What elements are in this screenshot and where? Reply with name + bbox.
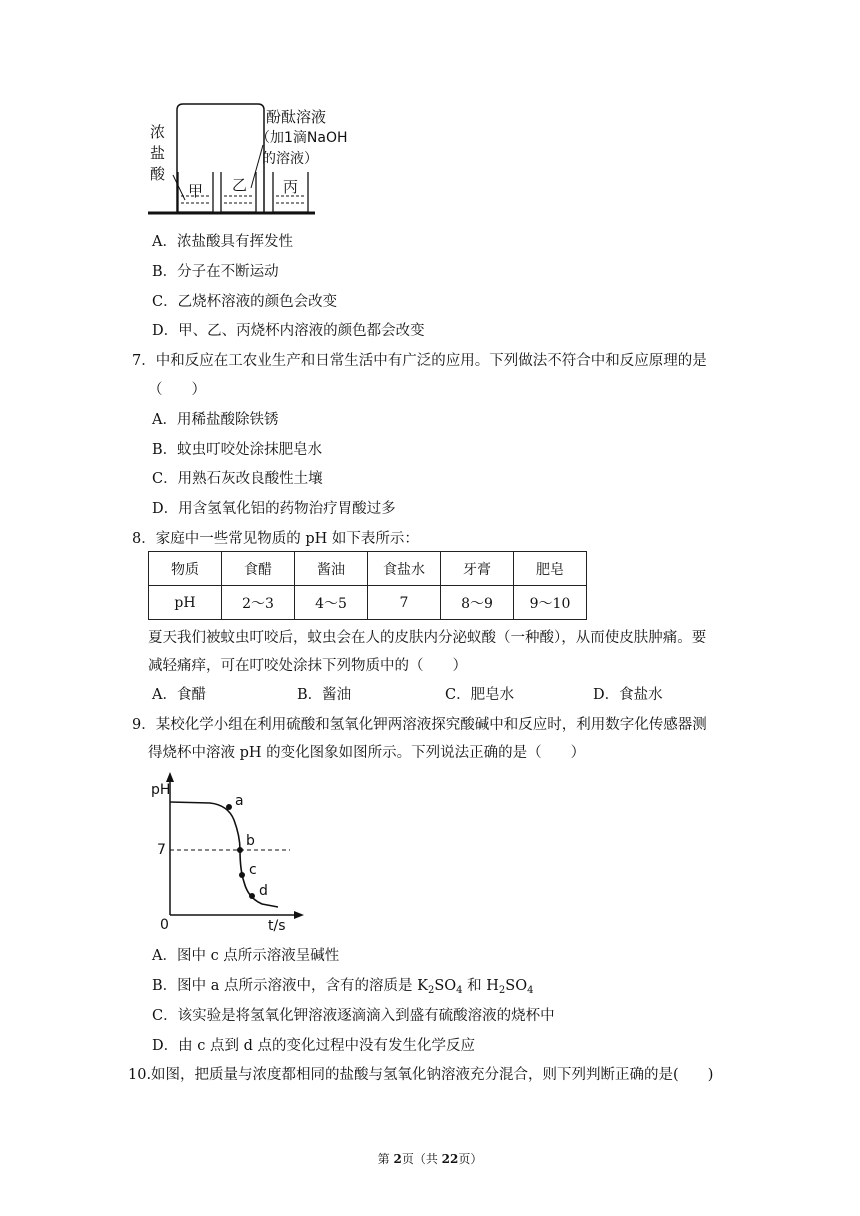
beaker-apparatus-figure	[145, 100, 375, 220]
ph-table-cell: 4～5	[295, 586, 368, 620]
graph-point-a-label: a	[235, 793, 244, 809]
ph-table-cell: 8～9	[441, 586, 514, 620]
ph-table-row-substance	[149, 552, 587, 586]
q8-option-a: A．食醋	[152, 687, 206, 703]
page-footer	[0, 1150, 860, 1167]
left-label-line2: 盐	[150, 144, 166, 162]
q9-option-b	[152, 974, 534, 996]
ph-table-row-ph	[149, 586, 587, 620]
ph-table-cell: 7	[368, 586, 441, 620]
ph-table	[148, 551, 587, 620]
graph-origin-label: 0	[160, 917, 169, 933]
ph-table-cell: 酱油	[295, 552, 368, 586]
q6-option-a: A．浓盐酸具有挥发性	[152, 234, 293, 250]
graph-ph7-tick: 7	[157, 842, 166, 858]
subscript: 4	[527, 985, 534, 996]
footer-text: 页）	[458, 1152, 483, 1166]
ph-table-cell: 9～10	[514, 586, 587, 620]
footer-text: 第	[377, 1152, 394, 1166]
beaker-label-jia: 甲	[188, 182, 204, 200]
q6-option-b: B．分子在不断运动	[152, 264, 279, 280]
ph-table-cell: 食盐水	[368, 552, 441, 586]
ph-graph	[150, 770, 310, 935]
q8-text-line1: 夏天我们被蚊虫叮咬后，蚊虫会在人的皮肤内分泌蚁酸（一种酸），从而使皮肤肿痛。要	[148, 630, 707, 646]
q9-option-b-text: SO	[434, 978, 457, 994]
q8-option-c: C．肥皂水	[445, 687, 515, 703]
q9-option-b-text: SO	[505, 978, 528, 994]
graph-point-d-label: d	[259, 883, 268, 899]
q8-option-b: B．酱油	[297, 687, 352, 703]
q7-stem-line2: （ ）	[148, 382, 206, 398]
ph-table-cell: 牙膏	[441, 552, 514, 586]
ph-table-cell: 肥皂	[514, 552, 587, 586]
q7-option-d: D．用含氢氧化铝的药物治疗胃酸过多	[152, 501, 396, 517]
point-b	[237, 847, 243, 853]
q9-stem-line1: 9．某校化学小组在利用硫酸和氢氧化钾两溶液探究酸碱中和反应时，利用数字化传感器测	[132, 717, 707, 733]
subscript: 2	[427, 985, 435, 996]
q7-stem-line1: 7．中和反应在工农业生产和日常生活中有广泛的应用。下列做法不符合中和反应原理的是	[132, 353, 707, 369]
left-label-line3: 酸	[150, 165, 166, 183]
q8-text-line2: 减轻痛痒，可在叮咬处涂抹下列物质中的（ ）	[148, 658, 467, 674]
point-c	[239, 872, 245, 878]
q8-stem: 8．家庭中一些常见物质的 pH 如下表所示：	[132, 531, 419, 547]
right-label-line1: 酚酞溶液	[266, 108, 327, 126]
beaker-label-bing: 丙	[283, 178, 299, 196]
q9-option-c: C．该实验是将氢氧化钾溶液逐滴滴入到盛有硫酸溶液的烧杯中	[152, 1008, 555, 1024]
right-label-line3: 的溶液）	[262, 151, 318, 167]
q7-option-b: B．蚊虫叮咬处涂抹肥皂水	[152, 442, 323, 458]
q10-stem: 10.如图，把质量与浓度都相同的盐酸与氢氧化钠溶液充分混合，则下列判断正确的是( )	[128, 1067, 714, 1083]
q7-option-c: C．用熟石灰改良酸性土壤	[152, 471, 323, 487]
graph-point-c-label: c	[249, 862, 257, 878]
point-a	[226, 804, 232, 810]
right-label-line2: （加1滴NaOH	[256, 130, 348, 146]
left-label-line1: 浓	[150, 123, 166, 141]
q9-option-a: A．图中 c 点所示溶液呈碱性	[152, 948, 340, 964]
ph-table-cell: 物质	[149, 552, 222, 586]
footer-text: 页（共	[401, 1152, 442, 1166]
y-axis-arrow-icon	[166, 772, 174, 782]
ph-table-cell: 食醋	[222, 552, 295, 586]
footer-total-pages: 22	[441, 1152, 459, 1166]
footer-page-number: 2	[393, 1152, 402, 1166]
point-d	[249, 893, 255, 899]
x-axis-arrow-icon	[294, 911, 304, 919]
graph-y-label: pH	[151, 782, 171, 798]
q9-option-b-text: B．图中 a 点所示溶液中，含有的溶质是 K	[152, 978, 428, 994]
graph-x-label: t/s	[268, 918, 286, 934]
q9-stem-line2: 得烧杯中溶液 pH 的变化图象如图所示。下列说法正确的是（ ）	[148, 745, 586, 761]
subscript: 2	[498, 985, 506, 996]
q9-option-d: D．由 c 点到 d 点的变化过程中没有发生化学反应	[152, 1038, 475, 1054]
subscript: 4	[456, 985, 463, 996]
ph-table-cell: 2～3	[222, 586, 295, 620]
beaker-label-yi: 乙	[232, 176, 248, 194]
ph-table-cell: pH	[149, 586, 222, 620]
q6-option-c: C．乙烧杯溶液的颜色会改变	[152, 294, 338, 310]
graph-point-b-label: b	[246, 833, 255, 849]
q6-option-d: D．甲、乙、丙烧杯内溶液的颜色都会改变	[152, 323, 425, 339]
q9-option-b-text: 和 H	[462, 978, 499, 994]
q8-option-d: D．食盐水	[593, 687, 663, 703]
q7-option-a: A．用稀盐酸除铁锈	[152, 412, 279, 428]
